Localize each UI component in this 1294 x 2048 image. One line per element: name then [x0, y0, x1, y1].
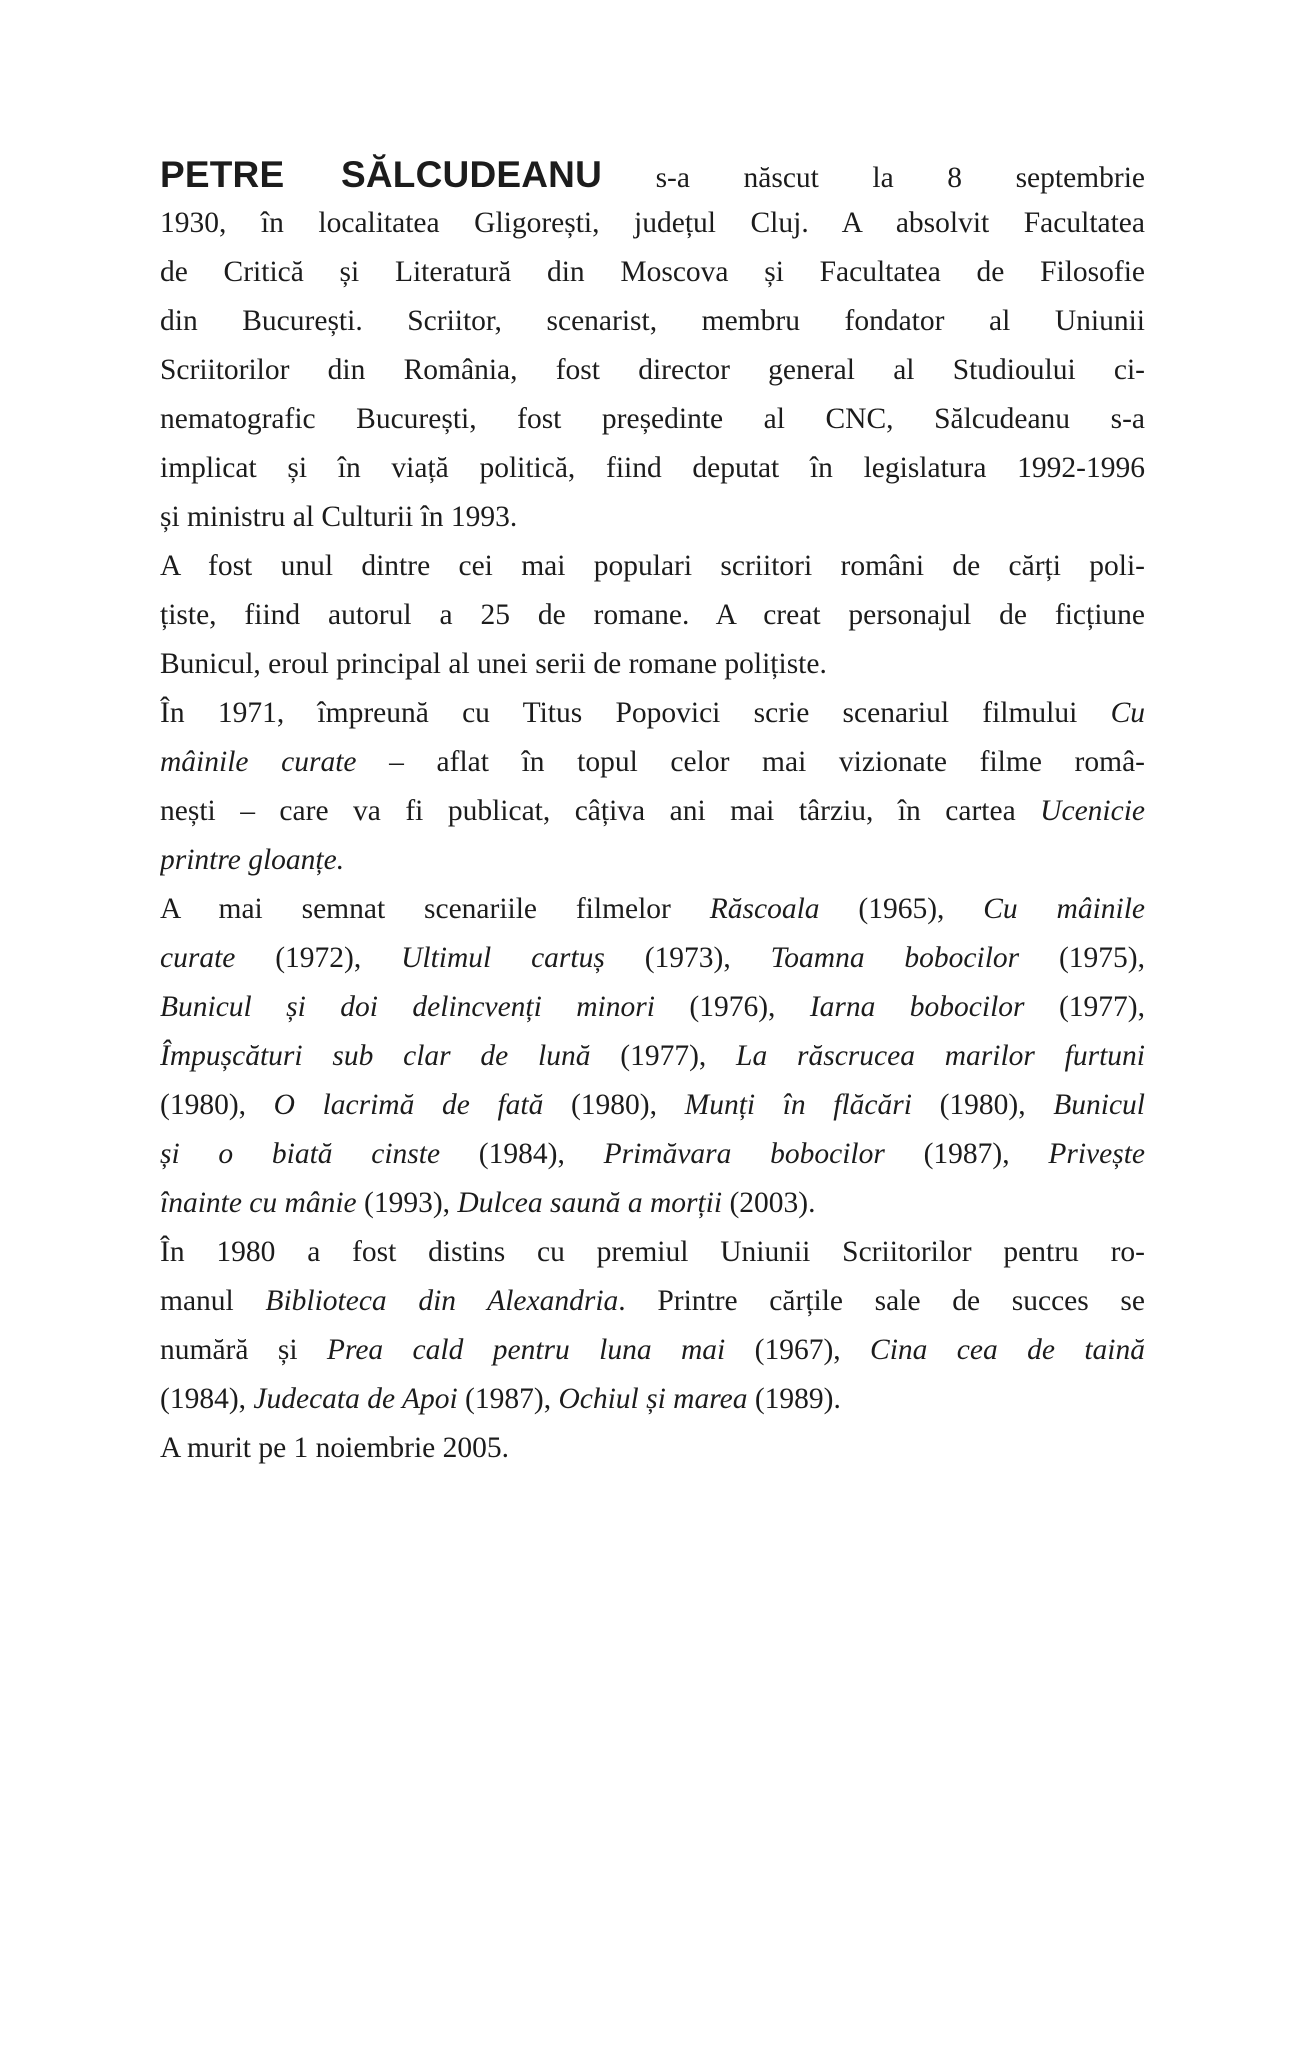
text-segment: manul: [160, 1285, 266, 1317]
text-segment: nești – care va fi publicat, câțiva ani mai târziu, în cartea: [160, 795, 1041, 827]
text-segment: A fost unul dintre cei mai populari scriitori români de cărți poli-: [160, 550, 1145, 582]
text-segment: 1930, în localitatea Gligorești, județul Cluj. A absolvit Facultatea: [160, 207, 1145, 239]
text-segment: (1967),: [725, 1334, 871, 1366]
text-line: [160, 787, 1145, 836]
text-segment: (1987),: [884, 1138, 1049, 1170]
text-line: [160, 1228, 1145, 1277]
text-segment: Munți în flăcări: [684, 1089, 912, 1121]
text-segment: țiste, fiind autorul a 25 de romane. A creat personajul de ficțiune: [160, 599, 1145, 631]
text-segment: (1993),: [356, 1187, 458, 1219]
text-segment: Dulcea saună a morții: [457, 1187, 723, 1219]
text-segment: (1973),: [604, 942, 771, 974]
text-segment: Ultimul cartuș: [401, 942, 605, 974]
text-segment: Scriitorilor din România, fost director general al Studioului ci-: [160, 354, 1145, 386]
text-line: [160, 1375, 1145, 1424]
text-segment: Primăvara bobocilor: [603, 1138, 885, 1170]
text-segment: și ministru al Culturii în 1993.: [160, 501, 518, 533]
text-segment: curate: [160, 942, 236, 974]
text-line: [160, 934, 1145, 983]
text-line: [160, 1081, 1145, 1130]
text-segment: Ucenicie: [1040, 795, 1145, 827]
text-line: [160, 542, 1145, 591]
text-line: [160, 640, 1145, 689]
text-segment: (1984),: [160, 1383, 254, 1415]
text-segment: din București. Scriitor, scenarist, membru fondator al Uniunii: [160, 305, 1145, 337]
text-segment: (1977),: [590, 1040, 737, 1072]
text-line: [160, 836, 1145, 885]
text-segment: numără și: [160, 1334, 327, 1366]
text-line: [160, 738, 1145, 787]
text-segment: de Critică și Literatură din Moscova și Facultatea de Filosofie: [160, 256, 1145, 288]
text-segment: (1980),: [160, 1089, 274, 1121]
text-segment: Cina cea de taină: [870, 1334, 1145, 1366]
text-line: [160, 297, 1145, 346]
text-segment: (1989).: [747, 1383, 841, 1415]
text-segment: Bunicul și doi delincvenți minori: [160, 991, 655, 1023]
text-line: [160, 199, 1145, 248]
text-line: [160, 395, 1145, 444]
text-line: [160, 444, 1145, 493]
text-segment: Toamna bobocilor: [770, 942, 1020, 974]
text-line: [160, 1032, 1145, 1081]
text-segment: Ochiul și marea: [558, 1383, 748, 1415]
text-line: [160, 248, 1145, 297]
text-segment: (1984),: [440, 1138, 604, 1170]
text-segment: O lacrimă de fată: [273, 1089, 544, 1121]
text-segment: Judecata de Apoi: [253, 1383, 458, 1415]
text-segment: implicat și în viață politică, fiind deputat în legislatura 1992-1996: [160, 452, 1145, 484]
text-segment: înainte cu mânie: [160, 1187, 357, 1219]
text-segment: . Printre cărțile sale de succes se: [618, 1285, 1145, 1317]
text-segment: printre gloanțe.: [160, 844, 345, 876]
text-segment: (1965),: [819, 893, 984, 925]
text-segment: În 1980 a fost distins cu premiul Uniunii Scriitorilor pentru ro-: [160, 1236, 1145, 1268]
text-line: [160, 493, 1145, 542]
text-segment: (1976),: [654, 991, 810, 1023]
text-segment: Prea cald pentru luna mai: [326, 1334, 726, 1366]
text-line: [160, 1130, 1145, 1179]
text-segment: În 1971, împreună cu Titus Popovici scrie scenariul filmului: [160, 697, 1111, 729]
text-segment: La răscrucea marilor furtuni: [736, 1040, 1145, 1072]
text-segment: (1980),: [543, 1089, 685, 1121]
text-line: [160, 983, 1145, 1032]
biography-text: [160, 150, 1145, 1473]
text-line: [160, 591, 1145, 640]
text-segment: A mai semnat scenariile filmelor: [160, 893, 710, 925]
text-segment: Iarna bobocilor: [809, 991, 1025, 1023]
text-segment: (1972),: [235, 942, 402, 974]
text-segment: (1987),: [457, 1383, 559, 1415]
text-segment: (1975),: [1019, 942, 1145, 974]
text-segment: A murit pe 1 noiembrie 2005.: [160, 1432, 510, 1464]
text-line: [160, 150, 1145, 199]
text-line: [160, 1277, 1145, 1326]
text-line: [160, 885, 1145, 934]
author-name: PETRE SĂLCUDEANU: [160, 154, 603, 195]
text-segment: (2003).: [722, 1187, 816, 1219]
text-segment: Împușcături sub clar de lună: [160, 1040, 591, 1072]
text-segment: Bunicul: [1053, 1089, 1145, 1121]
text-segment: și o biată cinste: [160, 1138, 441, 1170]
text-line: [160, 689, 1145, 738]
text-segment: Răscoala: [709, 893, 820, 925]
text-segment: Biblioteca din Alexandria: [265, 1285, 619, 1317]
text-segment: Cu: [1110, 697, 1145, 729]
text-segment: (1980),: [911, 1089, 1054, 1121]
text-segment: – aflat în topul celor mai vizionate filme româ-: [356, 746, 1145, 778]
text-line: [160, 1326, 1145, 1375]
text-segment: Bunicul, eroul principal al unei serii de romane polițiste.: [160, 648, 827, 680]
text-segment: mâinile curate: [160, 746, 357, 778]
text-segment: (1977),: [1024, 991, 1145, 1023]
text-line: [160, 1179, 1145, 1228]
text-segment: Privește: [1048, 1138, 1145, 1170]
text-segment: nematografic București, fost președinte al CNC, Sălcudeanu s-a: [160, 403, 1145, 435]
text-segment: s-a născut la 8 septembrie: [602, 162, 1145, 194]
text-line: [160, 1424, 1145, 1473]
text-segment: Cu mâinile: [983, 893, 1145, 925]
text-line: [160, 346, 1145, 395]
